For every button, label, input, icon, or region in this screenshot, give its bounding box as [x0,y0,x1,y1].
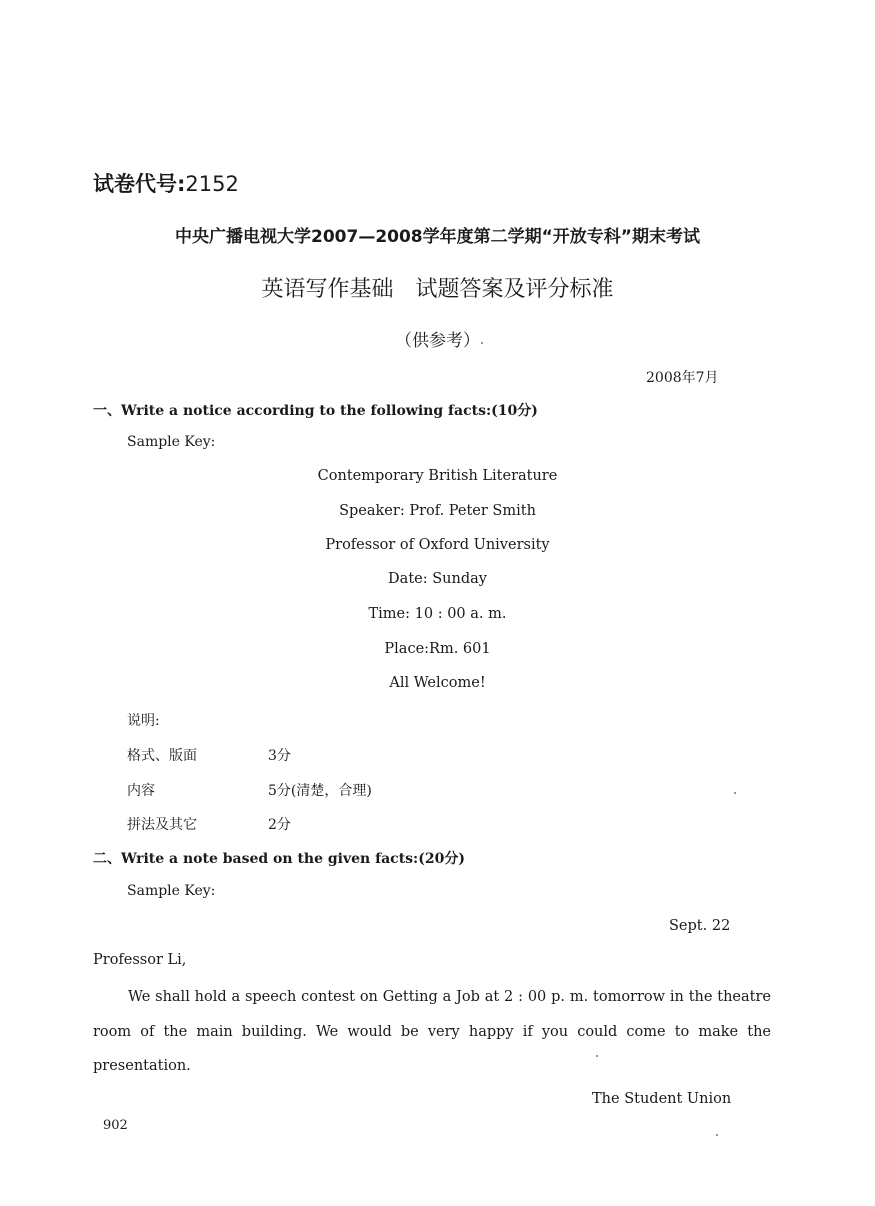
notice-line-date: Date: Sunday [388,571,487,587]
notice-line-speaker: Speaker: Prof. Peter Smith [339,503,536,519]
explanation-title: 说明: [127,713,160,729]
exam-code-label: 试卷代号: [93,172,186,196]
page-number: 902 [103,1118,128,1133]
note-salutation: Professor Li, [93,952,187,968]
section2-heading: 二、Write a note based on the given facts:(20分) [93,851,465,867]
scoring-score-spelling: 2分 [268,817,291,833]
note-signature: The Student Union [592,1091,732,1107]
scan-speck [716,1134,718,1136]
exam-code [93,168,239,198]
scoring-score-content: 5分(清楚，合理) [268,783,372,799]
scoring-item-content: 内容 [127,783,155,799]
scoring-item-format: 格式、版面 [127,748,197,764]
note-body: We shall hold a speech contest on Getting a Job at 2 : 00 p. m. tomorrow in the theatre room of the main building. We would be very happy if you could come to make the presentation. [93,989,771,1074]
note-date: Sept. 22 [669,918,731,934]
notice-line-title: Contemporary British Literature [317,468,558,484]
scoring-score-format: 3分 [268,748,291,764]
scoring-item-spelling: 拼法及其它 [127,817,197,833]
university-line: 中央广播电视大学2007—2008学年度第二学期“开放专科”期末考试 [175,227,700,247]
section2-sample-key: Sample Key: [127,883,216,899]
notice-line-place: Place:Rm. 601 [384,641,491,657]
exam-code-number: 2152 [185,172,239,196]
notice-line-time: Time: 10 : 00 a. m. [368,606,507,622]
scan-speck [481,342,483,344]
scan-speck [596,1055,598,1057]
notice-line-affiliation: Professor of Oxford University [325,537,550,553]
scan-speck [734,792,736,794]
course-title: 英语写作基础 试题答案及评分标准 [261,277,614,302]
section1-heading: 一、Write a notice according to the following facts:(10分) [93,403,538,419]
section1-sample-key: Sample Key: [127,434,216,450]
for-reference-note: （供参考） [395,331,480,351]
exam-date: 2008年7月 [646,370,719,386]
notice-line-welcome: All Welcome! [389,675,486,691]
